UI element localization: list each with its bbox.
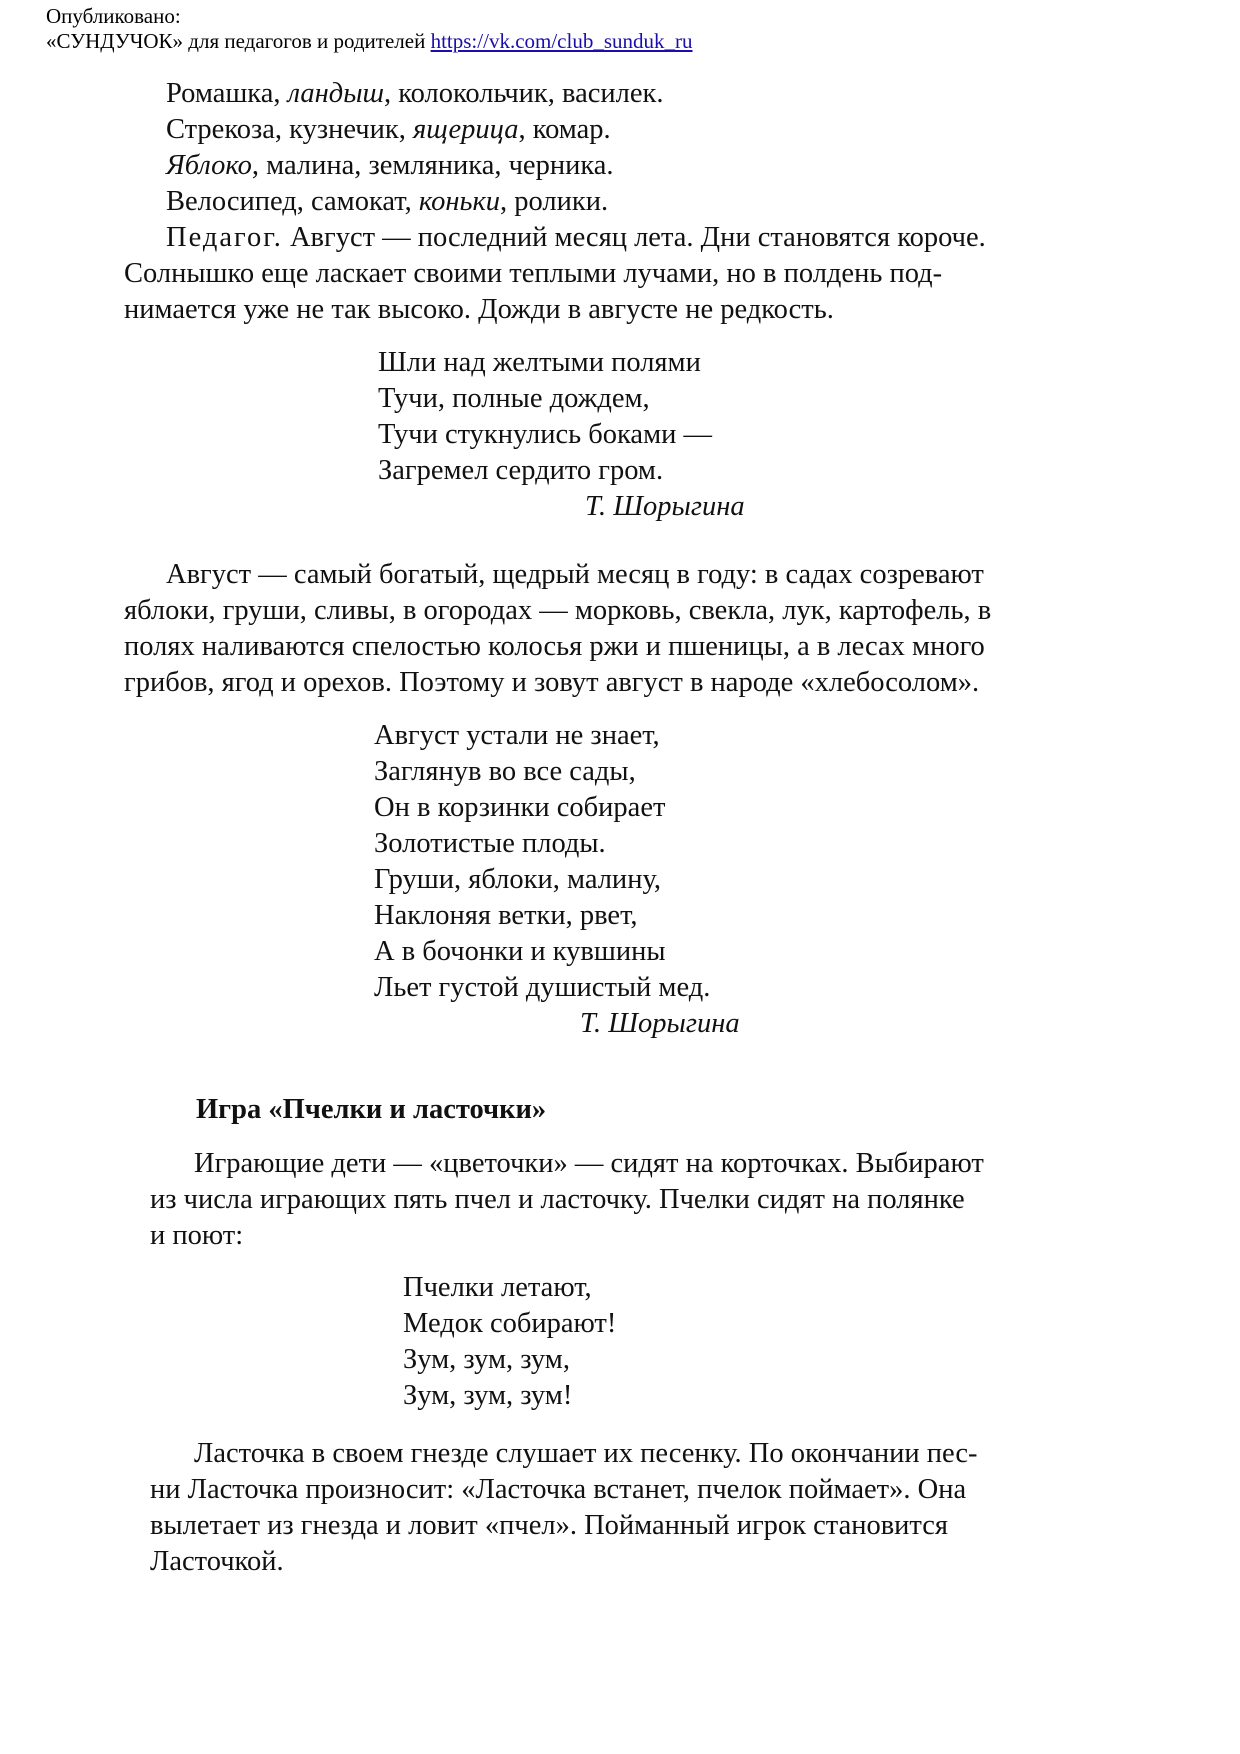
highlighted-word: Яблоко — [166, 150, 252, 181]
paragraph-line: грибов, ягод и орехов. Поэтому и зовут август в народе «хлебосолом». — [124, 667, 980, 698]
header-source-line — [46, 29, 693, 54]
header-source-text: «СУНДУЧОК» для педагогов и родителей — [46, 29, 431, 53]
highlighted-word: коньки — [418, 186, 501, 217]
poem-line: А в бочонки и кувшины — [374, 936, 666, 967]
word-list-line: Яблоко, малина, земляника, черника. — [166, 150, 614, 181]
paragraph-line: Август — самый богатый, щедрый месяц в году: в садах созревают — [166, 559, 984, 590]
poem-line: Наклоняя ветки, рвет, — [374, 900, 638, 931]
speaker-label: Педагог. — [166, 222, 283, 253]
poem-line: Август устали не знает, — [374, 720, 660, 751]
poem-line: Загремел сердито гром. — [378, 455, 664, 486]
paragraph-line: из числа играющих пять пчел и ласточку. Пчелки сидят на полянке — [150, 1184, 965, 1215]
poem-line: Шли над желтыми полями — [378, 347, 701, 378]
poem-line: Заглянув во все сады, — [374, 756, 636, 787]
game-heading: Игра «Пчелки и ласточки» — [196, 1094, 547, 1125]
highlighted-word: ящерица — [412, 114, 519, 145]
poem-author: Т. Шорыгина — [585, 491, 745, 522]
poem-line: Пчелки летают, — [403, 1272, 592, 1303]
poem-line: Тучи, полные дождем, — [378, 383, 650, 414]
paragraph-line: Ласточкой. — [150, 1546, 284, 1577]
paragraph-line: полях наливаются спелостью колосья ржи и пшеницы, а в лесах много — [124, 631, 985, 662]
poem-line: Зум, зум, зум! — [403, 1380, 573, 1411]
poem-line: Груши, яблоки, малину, — [374, 864, 661, 895]
word-list-line: Ромашка, ландыш, колокольчик, василек. — [166, 78, 664, 109]
vk-club-link[interactable]: https://vk.com/club_sunduk_ru — [430, 29, 693, 53]
paragraph-line: нимается уже не так высоко. Дожди в августе не редкость. — [124, 294, 834, 325]
poem-line: Он в корзинки собирает — [374, 792, 666, 823]
paragraph-line: ни Ласточка произносит: «Ласточка встанет, пчелок поймает». Она — [150, 1474, 967, 1505]
header-published-label: Опубликовано: — [46, 4, 181, 28]
paragraph-line: Солнышко еще ласкает своими теплыми лучами, но в полдень под- — [124, 258, 943, 289]
poem-line: Зум, зум, зум, — [403, 1344, 570, 1375]
poem-author: Т. Шорыгина — [580, 1008, 740, 1039]
poem-line: Золотистые плоды. — [374, 828, 606, 859]
paragraph-line: Играющие дети — «цветочки» — сидят на корточках. Выбирают — [194, 1148, 984, 1179]
poem-line: Медок собирают! — [403, 1308, 617, 1339]
paragraph-line: вылетает из гнезда и ловит «пчел». Пойманный игрок становится — [150, 1510, 948, 1541]
word-list-line: Велосипед, самокат, коньки, ролики. — [166, 186, 609, 217]
poem-line: Тучи стукнулись боками — — [378, 419, 712, 450]
highlighted-word: ландыш — [287, 78, 385, 109]
publication-header — [46, 4, 693, 54]
paragraph-line: Ласточка в своем гнезде слушает их песенку. По окончании пес- — [194, 1438, 978, 1469]
poem-line: Льет густой душистый мед. — [374, 972, 711, 1003]
paragraph-line: и поют: — [150, 1220, 244, 1251]
paragraph-line: Педагог. Август — последний месяц лета. Дни становятся короче. — [166, 222, 986, 253]
paragraph-line: яблоки, груши, сливы, в огородах — морковь, свекла, лук, картофель, в — [124, 595, 992, 626]
word-list-line: Стрекоза, кузнечик, ящерица, комар. — [166, 114, 611, 145]
